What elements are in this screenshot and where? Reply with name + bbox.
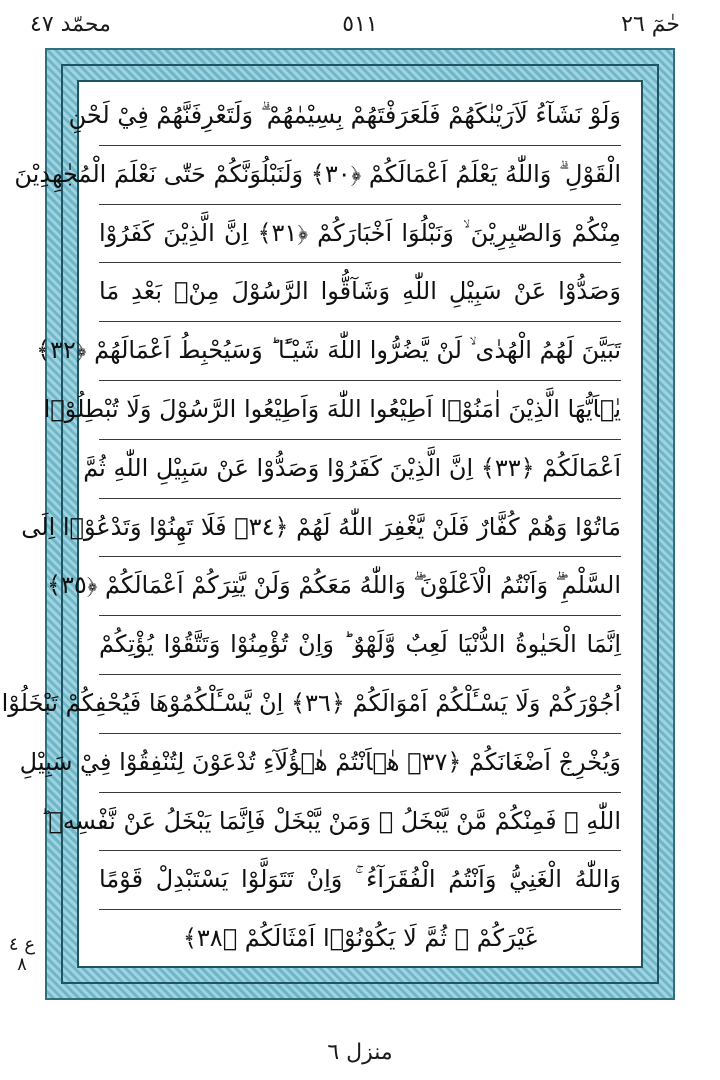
verse-line: اَعْمَالَكُمْ ﴿٣٣﴾ اِنَّ الَّذِيْنَ كَفَرُوْا وَصَدُّوْا عَنْ سَبِيْلِ اللّٰهِ ثُمَّ — [99, 439, 621, 499]
juz-header: حٰمٓ ٢٦ — [621, 12, 680, 37]
verse-line: يٰۤاَيُّهَا الَّذِيْنَ اٰمَنُوْۤا اَطِيْعُوا اللّٰهَ وَاَطِيْعُوا الرَّسُوْلَ وَلَا تُبْطِلُوْۤا — [99, 380, 621, 440]
verse-line: وَيُخْرِجْ اَضْغَانَكُمْ ﴿٣٧﴾ هٰۤاَنْتُمْ هٰۤؤُلَآءِ تُدْعَوْنَ لِتُنْفِقُوْا فِيْ سَبِيْلِ — [99, 733, 621, 793]
verse-line: اللّٰهِ ۚ فَمِنْكُمْ مَّنْ يَّبْخَلُ ۚ وَمَنْ يَّبْخَلْ فَاِنَّمَا يَبْخَلُ عَنْ نَّفْسِهٖ ؕ — [99, 792, 621, 852]
verse-line: وَلَوْ نَشَآءُ لَاَرَيْنٰكَهُمْ فَلَعَرَفْتَهُمْ بِسِيْمٰهُمْ ۗ وَلَتَعْرِفَنَّهُمْ فِيْ لَحْنِ — [99, 86, 621, 146]
verse-line: اُجُوْرَكُمْ وَلَا يَسْـَٔلْكُمْ اَمْوَالَكُمْ ﴿٣٦﴾ اِنْ يَّسْـَٔلْكُمُوْهَا فَيُحْفِكُمْ تَبْخَلُوْا — [99, 674, 621, 734]
verse-line: تَبَيَّنَ لَهُمُ الْهُدٰى ۙ لَنْ يَّضُرُّوا اللّٰهَ شَيْـًٔا ؕ وَسَيُحْبِطُ اَعْمَالَهُمْ ﴿٣٢﴾ — [99, 321, 621, 381]
verse-line: وَصَدُّوْا عَنْ سَبِيْلِ اللّٰهِ وَشَآقُّوا الرَّسُوْلَ مِنْۢ بَعْدِ مَا — [99, 262, 621, 322]
ruku-marker: ع ٤ ٨ — [8, 934, 36, 975]
verse-line: الْقَوْلِ ۗ وَاللّٰهُ يَعْلَمُ اَعْمَالَكُمْ ﴿٣٠﴾ وَلَنَبْلُوَنَّكُمْ حَتّٰى نَعْلَمَ الْمُجٰهِدِيْنَ — [99, 145, 621, 205]
verse-line: مِنْكُمْ وَالصّٰبِرِيْنَ ۙ وَنَبْلُوَا اَخْبَارَكُمْ ﴿٣١﴾ اِنَّ الَّذِيْنَ كَفَرُوْا — [99, 204, 621, 264]
verse-line: غَيْرَكُمْ ۙ ثُمَّ لَا يَكُوْنُوْۤا اَمْثَالَكُمْ ﴿٣٨﴾ — [182, 924, 538, 953]
surah-header: محمّد ٤٧ — [30, 12, 111, 37]
verse-line: مَاتُوْا وَهُمْ كُفَّارٌ فَلَنْ يَّغْفِرَ اللّٰهُ لَهُمْ ﴿٣٤﴾ فَلَا تَهِنُوْا وَتَدْعُوْۤا اِلَى — [99, 498, 621, 558]
verse-line: وَاللّٰهُ الْغَنِيُّ وَاَنْتُمُ الْفُقَرَآءُ ۚ وَاِنْ تَتَوَلَّوْا يَسْتَبْدِلْ قَوْمًا — [99, 850, 621, 910]
verse-line: السَّلْمِ ۖۗ وَاَنْتُمُ الْاَعْلَوْنَ ۖۗ وَاللّٰهُ مَعَكُمْ وَلَنْ يَّتِرَكُمْ اَعْمَالَكُمْ ﴿٣٥﴾ — [99, 556, 621, 616]
manzil-footer: منزل ٦ — [327, 1040, 393, 1065]
verse-line: اِنَّمَا الْحَيٰوةُ الدُّنْيَا لَعِبٌ وَّلَهْوٌ ؕ وَاِنْ تُؤْمِنُوْا وَتَتَّقُوْا يُؤْتِكُمْ — [99, 615, 621, 675]
page-number: ٥١١ — [342, 12, 378, 37]
